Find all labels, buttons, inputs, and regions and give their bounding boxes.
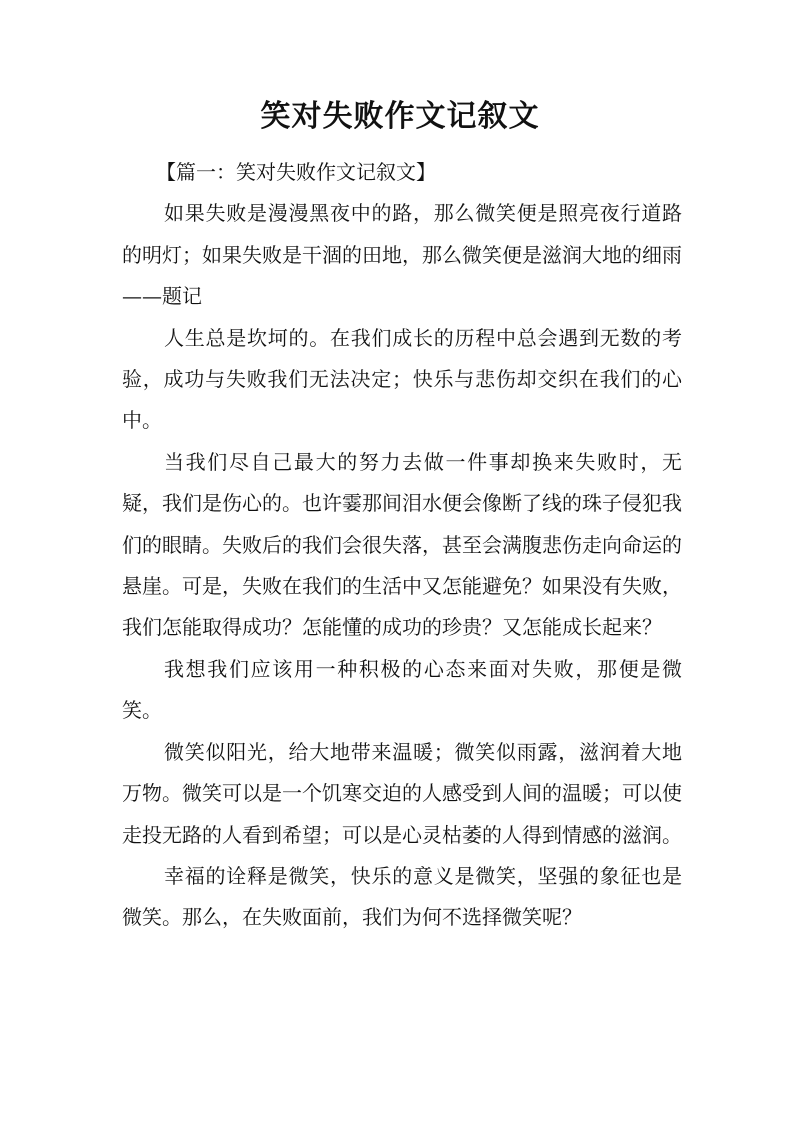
paragraph: 如果失败是漫漫黑夜中的路，那么微笑便是照亮夜行道路的明灯；如果失败是干涸的田地，那么微笑便是滋润大地的细雨——题记 — [122, 201, 682, 309]
document-body — [122, 152, 682, 939]
paragraph: 幸福的诠释是微笑，快乐的意义是微笑，坚强的象征也是微笑。那么，在失败面前，我们为何不选择微笑呢？ — [122, 863, 682, 930]
paragraph: 当我们尽自己最大的努力去做一件事却换来失败时，无疑，我们是伤心的。也许霎那间泪水便会像断了线的珠子侵犯我们的眼睛。失败后的我们会很失落，甚至会满腹悲伤走向命运的悬崖。可是，失败在我们的生活中又怎能避免？如果没有失败，我们怎能取得成功？怎能懂的成功的珍贵？又怎能成长起来？ — [122, 449, 682, 640]
section-label: 【篇一：笑对失败作文记叙文】 — [156, 160, 436, 184]
paragraph: 微笑似阳光，给大地带来温暖；微笑似雨露，滋润着大地万物。微笑可以是一个饥寒交迫的人感受到人间的温暖；可以使走投无路的人看到希望；可以是心灵枯萎的人得到情感的滋润。 — [122, 739, 682, 847]
paragraph: 我想我们应该用一种积极的心态来面对失败，那便是微笑。 — [122, 656, 682, 723]
document-title: 笑对失败作文记叙文 — [260, 99, 540, 134]
paragraph: 人生总是坎坷的。在我们成长的历程中总会遇到无数的考验，成功与失败我们无法决定；快乐与悲伤却交织在我们的心中。 — [122, 325, 682, 433]
